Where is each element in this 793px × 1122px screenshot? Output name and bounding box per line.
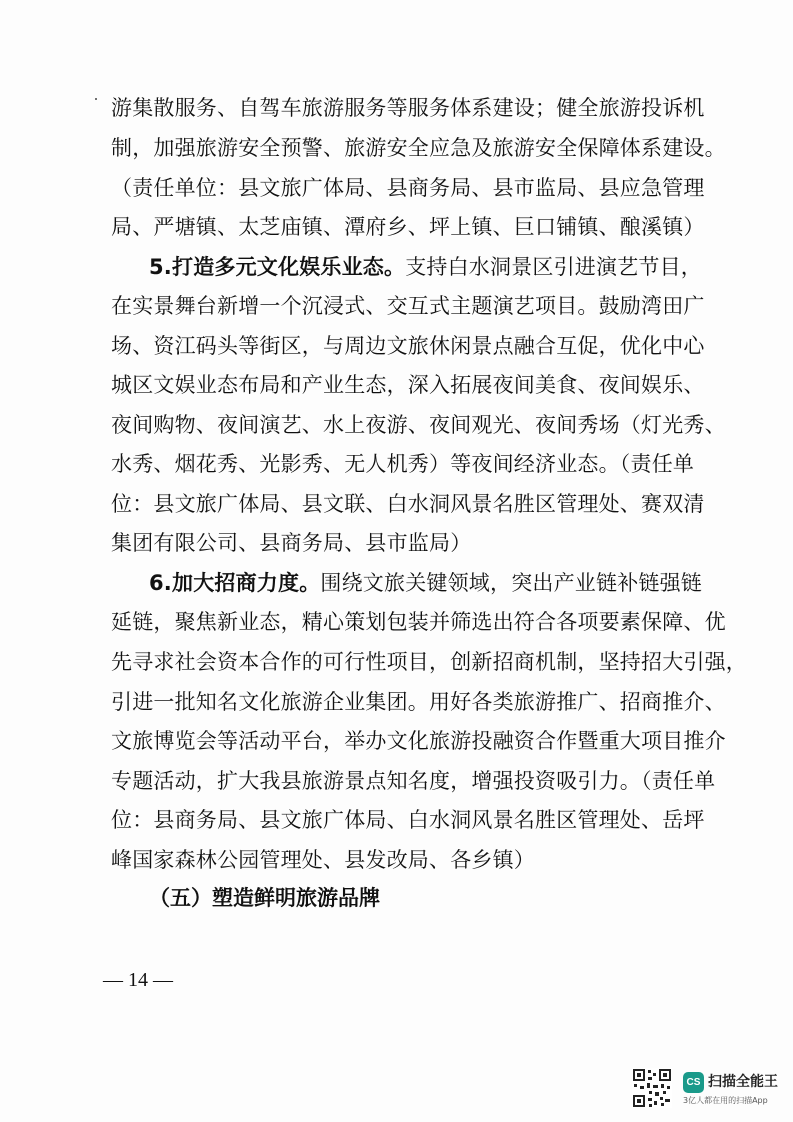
text-line: 场、资江码头等街区，与周边文旅休闲景点融合互促，优化中心 [111,334,705,358]
watermark-brand: 扫描全能王 [708,1074,778,1090]
item-6-line [149,561,702,605]
scanner-watermark [632,1068,782,1112]
text-line: 先寻求社会资本合作的可行性项目，创新招商机制，坚持招大引强， [111,650,747,674]
text-line: 位：县商务局、县文旅广体局、白水洞风景名胜区管理处、岳坪 [111,808,705,832]
item-6-title: 6.加大招商力度。 [149,571,321,595]
text-line: 局、严塘镇、太芝庙镇、潭府乡、坪上镇、巨口铺镇、酿溪镇） [111,215,705,239]
text-line: 位：县文旅广体局、县文联、白水洞风景名胜区管理处、赛双清 [111,492,705,516]
text-line: 城区文娱业态布局和产业生态，深入拓展夜间美食、夜间娱乐、 [111,373,705,397]
scan-speck [95,98,97,100]
item-5-text: 支持白水洞景区引进演艺节目， [405,255,703,279]
text-line: 峰国家森林公园管理处、县发改局、各乡镇） [111,848,535,872]
text-line: 集团有限公司、县商务局、县市监局） [111,531,472,555]
text-line: 引进一批知名文化旅游企业集团。用好各类旅游推广、招商推介、 [111,690,726,714]
text-line: 水秀、烟花秀、光影秀、无人机秀）等夜间经济业态。（责任单 [111,452,695,476]
item-5-line [149,245,703,289]
text-line: 制，加强旅游安全预警、旅游安全应急及旅游安全保障体系建设。 [111,136,726,160]
item-5-title: 5.打造多元文化娱乐业态。 [149,255,406,279]
qr-code-icon [632,1068,672,1108]
item-6-text: 围绕文旅关键领域，突出产业链补链强链 [320,571,702,595]
page-number: — 14 — [103,969,173,991]
text-line: 在实景舞台新增一个沉浸式、交互式主题演艺项目。鼓励湾田广 [111,294,705,318]
section-heading: （五）塑造鲜明旅游品牌 [149,886,380,910]
text-line: 夜间购物、夜间演艺、水上夜游、夜间观光、夜间秀场（灯光秀、 [111,413,726,437]
text-line: 游集散服务、自驾车旅游服务等服务体系建设；健全旅游投诉机 [111,96,705,120]
camscanner-logo-icon: CS [683,1072,704,1093]
text-line: 延链，聚焦新业态，精心策划包装并筛选出符合各项要素保障、优 [111,610,726,634]
text-line: 文旅博览会等活动平台，举办文化旅游投融资合作暨重大项目推介 [111,729,726,753]
watermark-slogan: 3亿人都在用的扫描App [683,1096,768,1105]
text-line: 专题活动，扩大我县旅游景点知名度，增强投资吸引力。（责任单 [111,769,716,793]
text-line: （责任单位：县文旅广体局、县商务局、县市监局、县应急管理 [111,176,705,200]
